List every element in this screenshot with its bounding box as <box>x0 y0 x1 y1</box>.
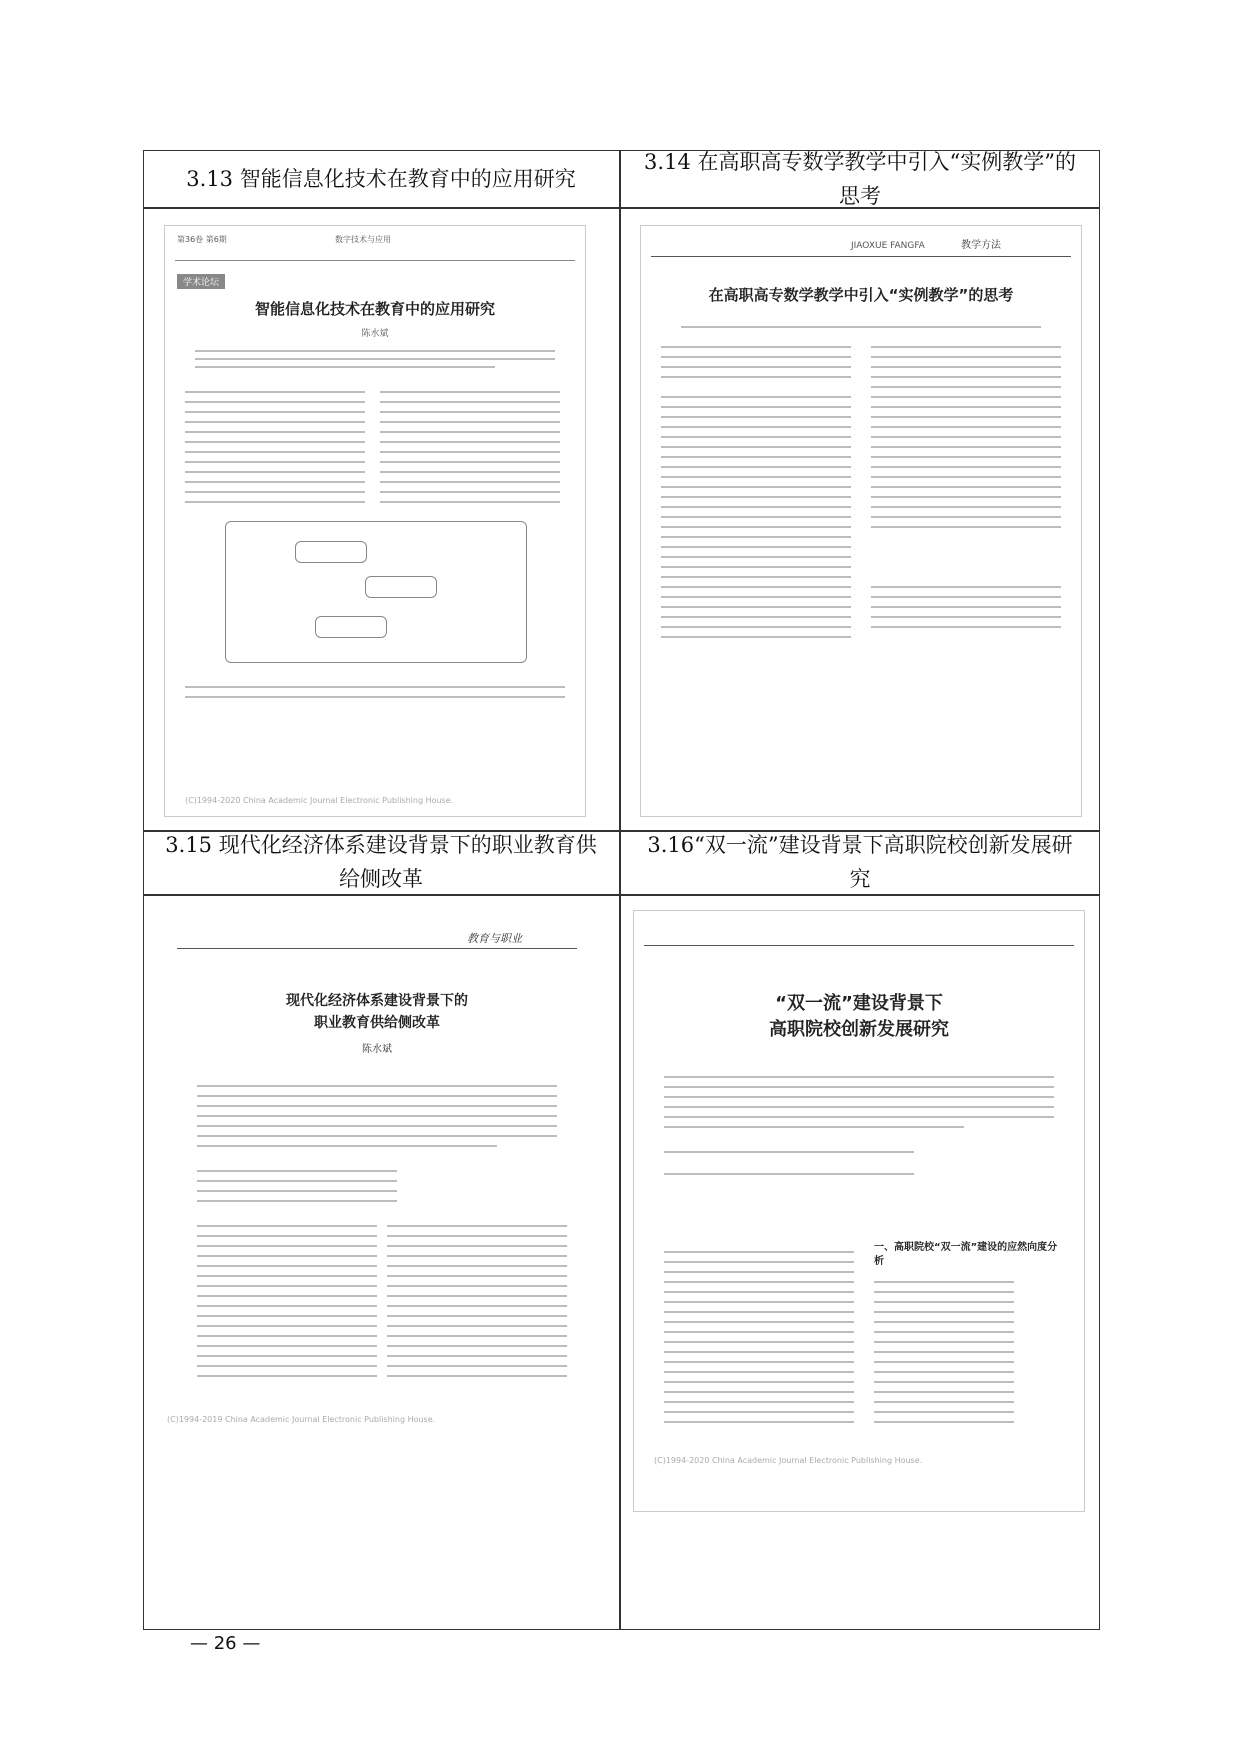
paper-thumbnail-3-16: “双一流”建设背景下 高职院校创新发展研究 一、高职院校“双一流”建设的应然向度分析 (C)1994-2020 China Academic Journal Electronic Publishing House. <box>633 910 1085 1512</box>
paper-thumbnail-3-14: JIAOXUE FANGFA 教学方法 在高职高专数学教学中引入“实例教学”的思考 <box>640 225 1082 817</box>
page-number: — 26 — <box>190 1633 261 1654</box>
paper-thumbnail-3-15: 教育与职业 现代化经济体系建设背景下的 职业教育供给侧改革 陈水斌 (C)1994-2019 China Academic Journal Electronic Publishing House. <box>157 910 597 1500</box>
caption-3-13: 3.13 智能信息化技术在教育中的应用研究 <box>186 166 576 191</box>
paper-thumbnail-3-13: 第36卷 第6期 数字技术与应用 学术论坛 智能信息化技术在教育中的应用研究 陈水斌 (C)1994-2020 China Academic Journal Electronic Publishing House. <box>164 225 586 817</box>
caption-3-15: 3.15 现代化经济体系建设背景下的职业教育供给侧改革 <box>165 833 597 891</box>
caption-3-14: 3.14 在高职高专数学教学中引入“实例教学”的思考 <box>644 149 1076 208</box>
caption-3-16: 3.16“双一流”建设背景下高职院校创新发展研究 <box>647 833 1073 891</box>
